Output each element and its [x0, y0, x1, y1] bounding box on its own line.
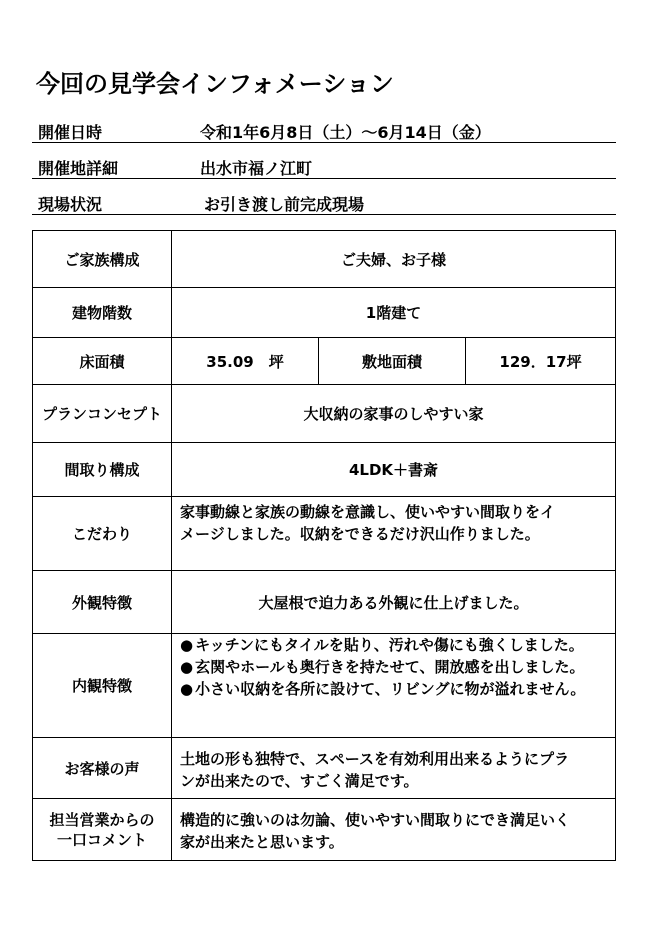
- info-value: お引き渡し前完成現場: [204, 195, 365, 214]
- site-area-label: 敷地面積: [319, 338, 466, 385]
- row-value: [172, 634, 616, 738]
- label-line: 一口コメント: [56, 830, 147, 849]
- row-value: 大屋根で迫力ある外観に仕上げました。: [172, 571, 616, 634]
- table-row: [33, 385, 616, 443]
- row-value: 1階建て: [172, 288, 616, 338]
- info-label: 開催日時: [38, 123, 103, 142]
- table-row: [33, 443, 616, 497]
- table-row: [33, 799, 616, 861]
- text-line: 構造的に強いのは勿論、使いやすい間取りにでき満足いく: [180, 811, 571, 829]
- info-value: 出水市福ノ江町: [200, 159, 313, 178]
- row-value: [172, 497, 616, 571]
- list-item: ● 小さい収納を各所に設けて、リビングに物が溢れません。: [180, 680, 586, 698]
- row-value: 4LDK＋書斎: [172, 443, 616, 497]
- info-value: 令和1年6月8日（土）～6月14日（金）: [200, 123, 491, 142]
- details-table: [32, 230, 616, 861]
- text-line: 家事動線と家族の動線を意識し、使いやすい間取りをイ: [180, 503, 556, 521]
- bullet-icon: ●: [180, 680, 194, 698]
- text-line: ンが出来たので、すごく満足です。: [180, 772, 419, 790]
- site-area-value: 129．17坪: [466, 338, 616, 385]
- row-label: [33, 799, 172, 861]
- info-row-status: [32, 184, 616, 215]
- table-row: [33, 571, 616, 634]
- table-row: [33, 288, 616, 338]
- table-row: [33, 497, 616, 571]
- row-label: 内観特徴: [33, 634, 172, 738]
- row-label: 建物階数: [33, 288, 172, 338]
- list-item: ● キッチンにもタイルを貼り、汚れや傷にも強くしました。: [180, 636, 584, 654]
- list-item: ● 玄関やホールも奥行きを持たせて、開放感を出しました。: [180, 658, 585, 676]
- text-line: メージしました。収納をできるだけ沢山作りました。: [180, 525, 540, 543]
- info-row-date: [32, 112, 616, 143]
- row-label: 床面積: [33, 338, 172, 385]
- info-label: 開催地詳細: [38, 159, 119, 178]
- floor-area-value: 35.09 坪: [172, 338, 319, 385]
- row-value: ご夫婦、お子様: [172, 231, 616, 288]
- info-row-location: [32, 148, 616, 179]
- table-row: [33, 634, 616, 738]
- row-label: こだわり: [33, 497, 172, 571]
- row-label: プランコンセプト: [33, 385, 172, 443]
- text-line: 家が出来たと思います。: [180, 833, 344, 851]
- table-row: [33, 738, 616, 799]
- row-value: 大収納の家事のしやすい家: [172, 385, 616, 443]
- text-line: 土地の形も独特で、スペースを有効利用出来るようにプラ: [180, 750, 569, 768]
- table-row: [33, 338, 616, 385]
- label-line: 担当営業からの: [49, 810, 155, 829]
- row-label: ご家族構成: [33, 231, 172, 288]
- row-label: 外観特徴: [33, 571, 172, 634]
- row-label: お客様の声: [33, 738, 172, 799]
- info-label: 現場状況: [38, 195, 103, 214]
- row-label: 間取り構成: [33, 443, 172, 497]
- page-title: 今回の見学会インフォメーション: [36, 70, 394, 98]
- row-value: [172, 799, 616, 861]
- row-value: [172, 738, 616, 799]
- table-row: [33, 231, 616, 288]
- bullet-icon: ●: [180, 636, 194, 654]
- bullet-icon: ●: [180, 658, 194, 676]
- feature-list: [180, 634, 611, 700]
